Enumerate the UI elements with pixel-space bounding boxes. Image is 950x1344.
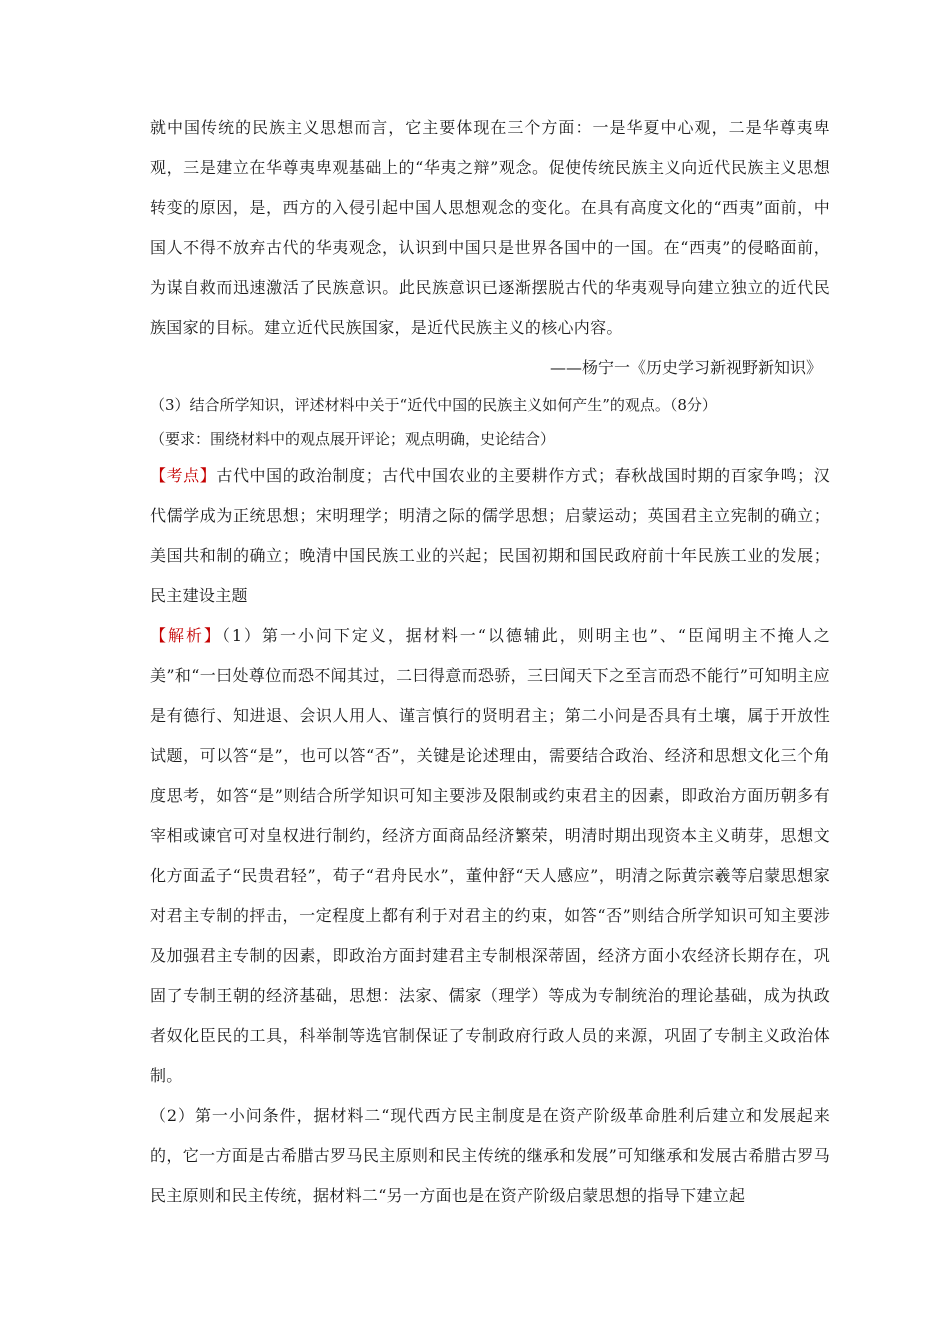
jiexi-label: 【解析】 bbox=[150, 626, 222, 645]
question-3: （3）结合所学知识，评述材料中关于“近代中国的民族主义如何产生”的观点。（8分） bbox=[150, 396, 717, 414]
jiexi-text: （1）第一小问下定义，据材料一“以德辅此，则明主也”、“臣闻明主不掩人之美”和“一曰处尊位而恐不闻其过，二曰得意而恐骄，三曰闻天下之至言而恐不能行”可知明主应是有德行、知进退、会识人用人、谨言慎行的贤明君主；第二小问是否具有土壤，属于开放性试题，可以答“是”，也可以答“否”，关键是论述理由，需要结合政治、经济和思想文化三个角度思考，如答“是”则结合所学知识可知主要涉及限制或约束君主的因素，即政治方面历朝多有宰相或谏官可对皇权进行制约，经济方面商品经济繁荣，明清时期出现资本主义萌芽，思想文化方面孟子“民贵君轻”，荀子“君舟民水”，董仲舒“天人感应”，明清之际黄宗羲等启蒙思想家对君主专制的抨击，一定程度上都有利于对君主的约束，如答“否”则结合所学知识可知主要涉及加强君主专制的因素，即政治方面封建君主专制根深蒂固，经济方面小农经济长期存在，巩固了专制王朝的经济基础，思想：法家、儒家（理学）等成为专制统治的理论基础，成为执政者奴化臣民的工具，科举制等选官制保证了专制政府行政人员的来源，巩固了专制主义政治体制。 bbox=[150, 626, 830, 1085]
source-citation: ——杨宁一《历史学习新视野新知识》 bbox=[549, 358, 822, 377]
kaodian-label: 【考点】 bbox=[150, 466, 217, 485]
part2-paragraph: （2）第一小问条件，据材料二“现代西方民主制度是在资产阶级革命胜利后建立和发展起来的，它一方面是古希腊古罗马民主原则和民主传统的继承和发展”可知继承和发展古希腊古罗马民主原则和民主传统，据材料二“另一方面也是在资产阶级启蒙思想的指导下建立起 bbox=[150, 1106, 830, 1205]
answer-requirement: （要求：围绕材料中的观点展开评论；观点明确，史论结合） bbox=[150, 430, 556, 448]
jiexi-section bbox=[150, 616, 830, 1096]
kaodian-section bbox=[150, 456, 830, 616]
document-body bbox=[150, 108, 830, 1216]
material-paragraph: 就中国传统的民族主义思想而言，它主要体现在三个方面：一是华夏中心观，二是华尊夷卑观，三是建立在华尊夷卑观基础上的“华夷之辩”观念。促使传统民族主义向近代民族主义思想转变的原因，是，西方的入侵引起中国人思想观念的变化。在具有高度文化的“西夷”面前，中国人不得不放弃古代的华夷观念，认识到中国只是世界各国中的一国。在“西夷”的侵略面前，为谋自救而迅速激活了民族意识。此民族意识已逐渐摆脱古代的华夷观导向建立独立的近代民族国家的目标。建立近代民族国家，是近代民族主义的核心内容。 bbox=[150, 118, 830, 337]
kaodian-text: 古代中国的政治制度；古代中国农业的主要耕作方式；春秋战国时期的百家争鸣；汉代儒学成为正统思想；宋明理学；明清之际的儒学思想；启蒙运动；英国君主立宪制的确立；美国共和制的确立；晚清中国民族工业的兴起；民国初期和国民政府前十年民族工业的发展；民主建设主题 bbox=[150, 466, 830, 605]
